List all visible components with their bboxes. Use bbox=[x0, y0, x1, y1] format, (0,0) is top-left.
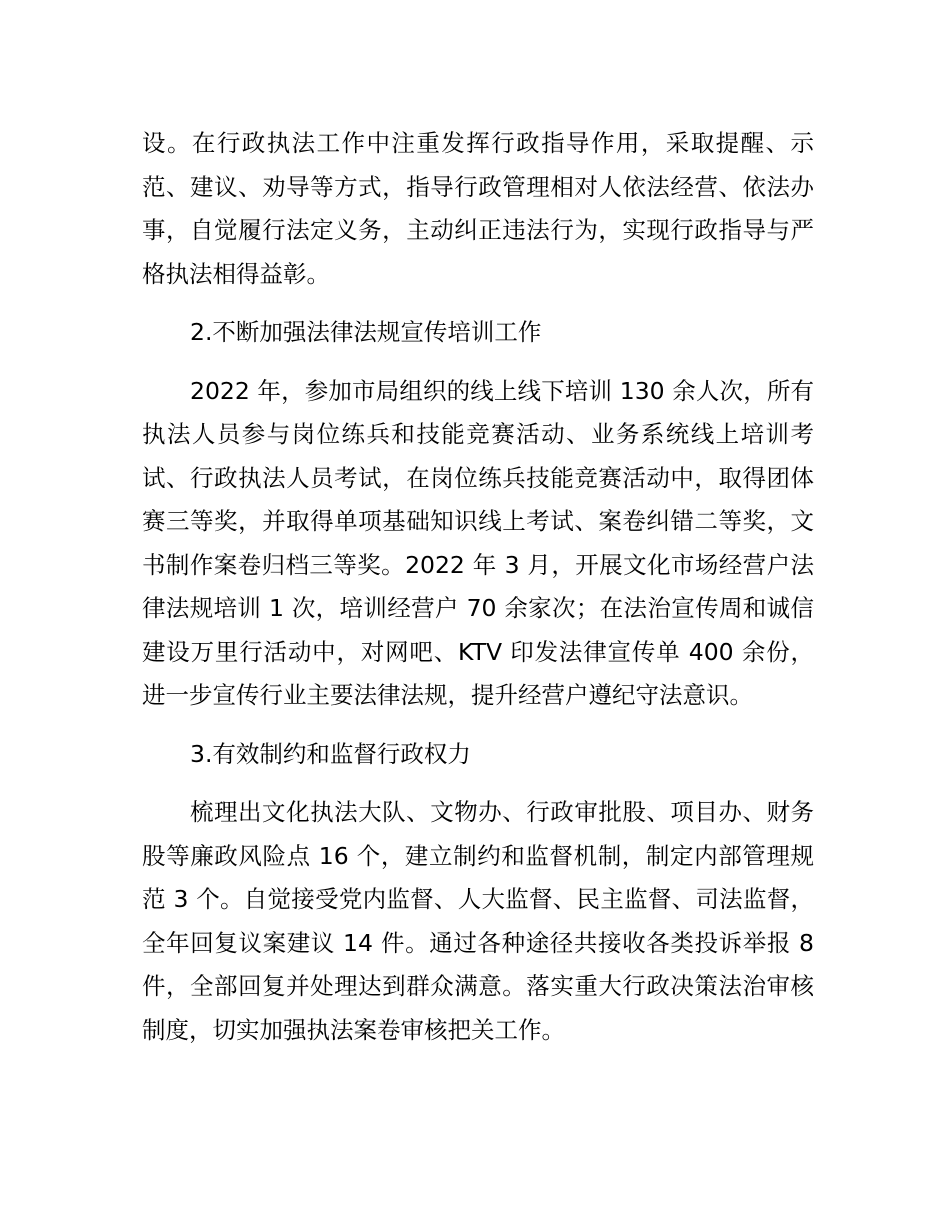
section-heading-3: 3.有效制约和监督行政权力 bbox=[190, 739, 471, 768]
paragraph-training: 2022 年，参加市局组织的线上线下培训 130 余人次，所有执法人员参与岗位练兵和技能竞赛活动、业务系统线上培训考试、行政执法人员考试，在岗位练兵技能竞赛活动中，取得团体赛三等奖，并取得单项基础知识线上考试、案卷纠错二等奖，文书制作案卷归档三等奖。2022 年 3 月，开展文化市场经营户法律法规培训 1 次，培训经营户 70 余家次；在法治宣传周和诚信建设万里行活动中，对网吧、KTV 印发法律宣传单 400 余份，进一步宣传行业主要法律法规，提升经营户遵纪守法意识。 bbox=[142, 376, 814, 709]
document-body bbox=[142, 122, 814, 1052]
paragraph-supervision: 梳理出文化执法大队、文物办、行政审批股、项目办、财务股等廉政风险点 16 个，建立制约和监督机制，制定内部管理规范 3 个。自觉接受党内监督、人大监督、民主监督、司法监督，全年回复议案建议 14 件。通过各种途径共接收各类投诉举报 8 件，全部回复并处理达到群众满意。落实重大行政决策法治审核制度，切实加强执法案卷审核把关工作。 bbox=[142, 798, 814, 1044]
paragraph-continuation: 设。在行政执法工作中注重发挥行政指导作用，采取提醒、示范、建议、劝导等方式，指导行政管理相对人依法经营、依法办事，自觉履行法定义务，主动纠正违法行为，实现行政指导与严格执法相得益彰。 bbox=[142, 129, 814, 288]
section-heading-2: 2.不断加强法律法规宣传培训工作 bbox=[190, 318, 542, 346]
